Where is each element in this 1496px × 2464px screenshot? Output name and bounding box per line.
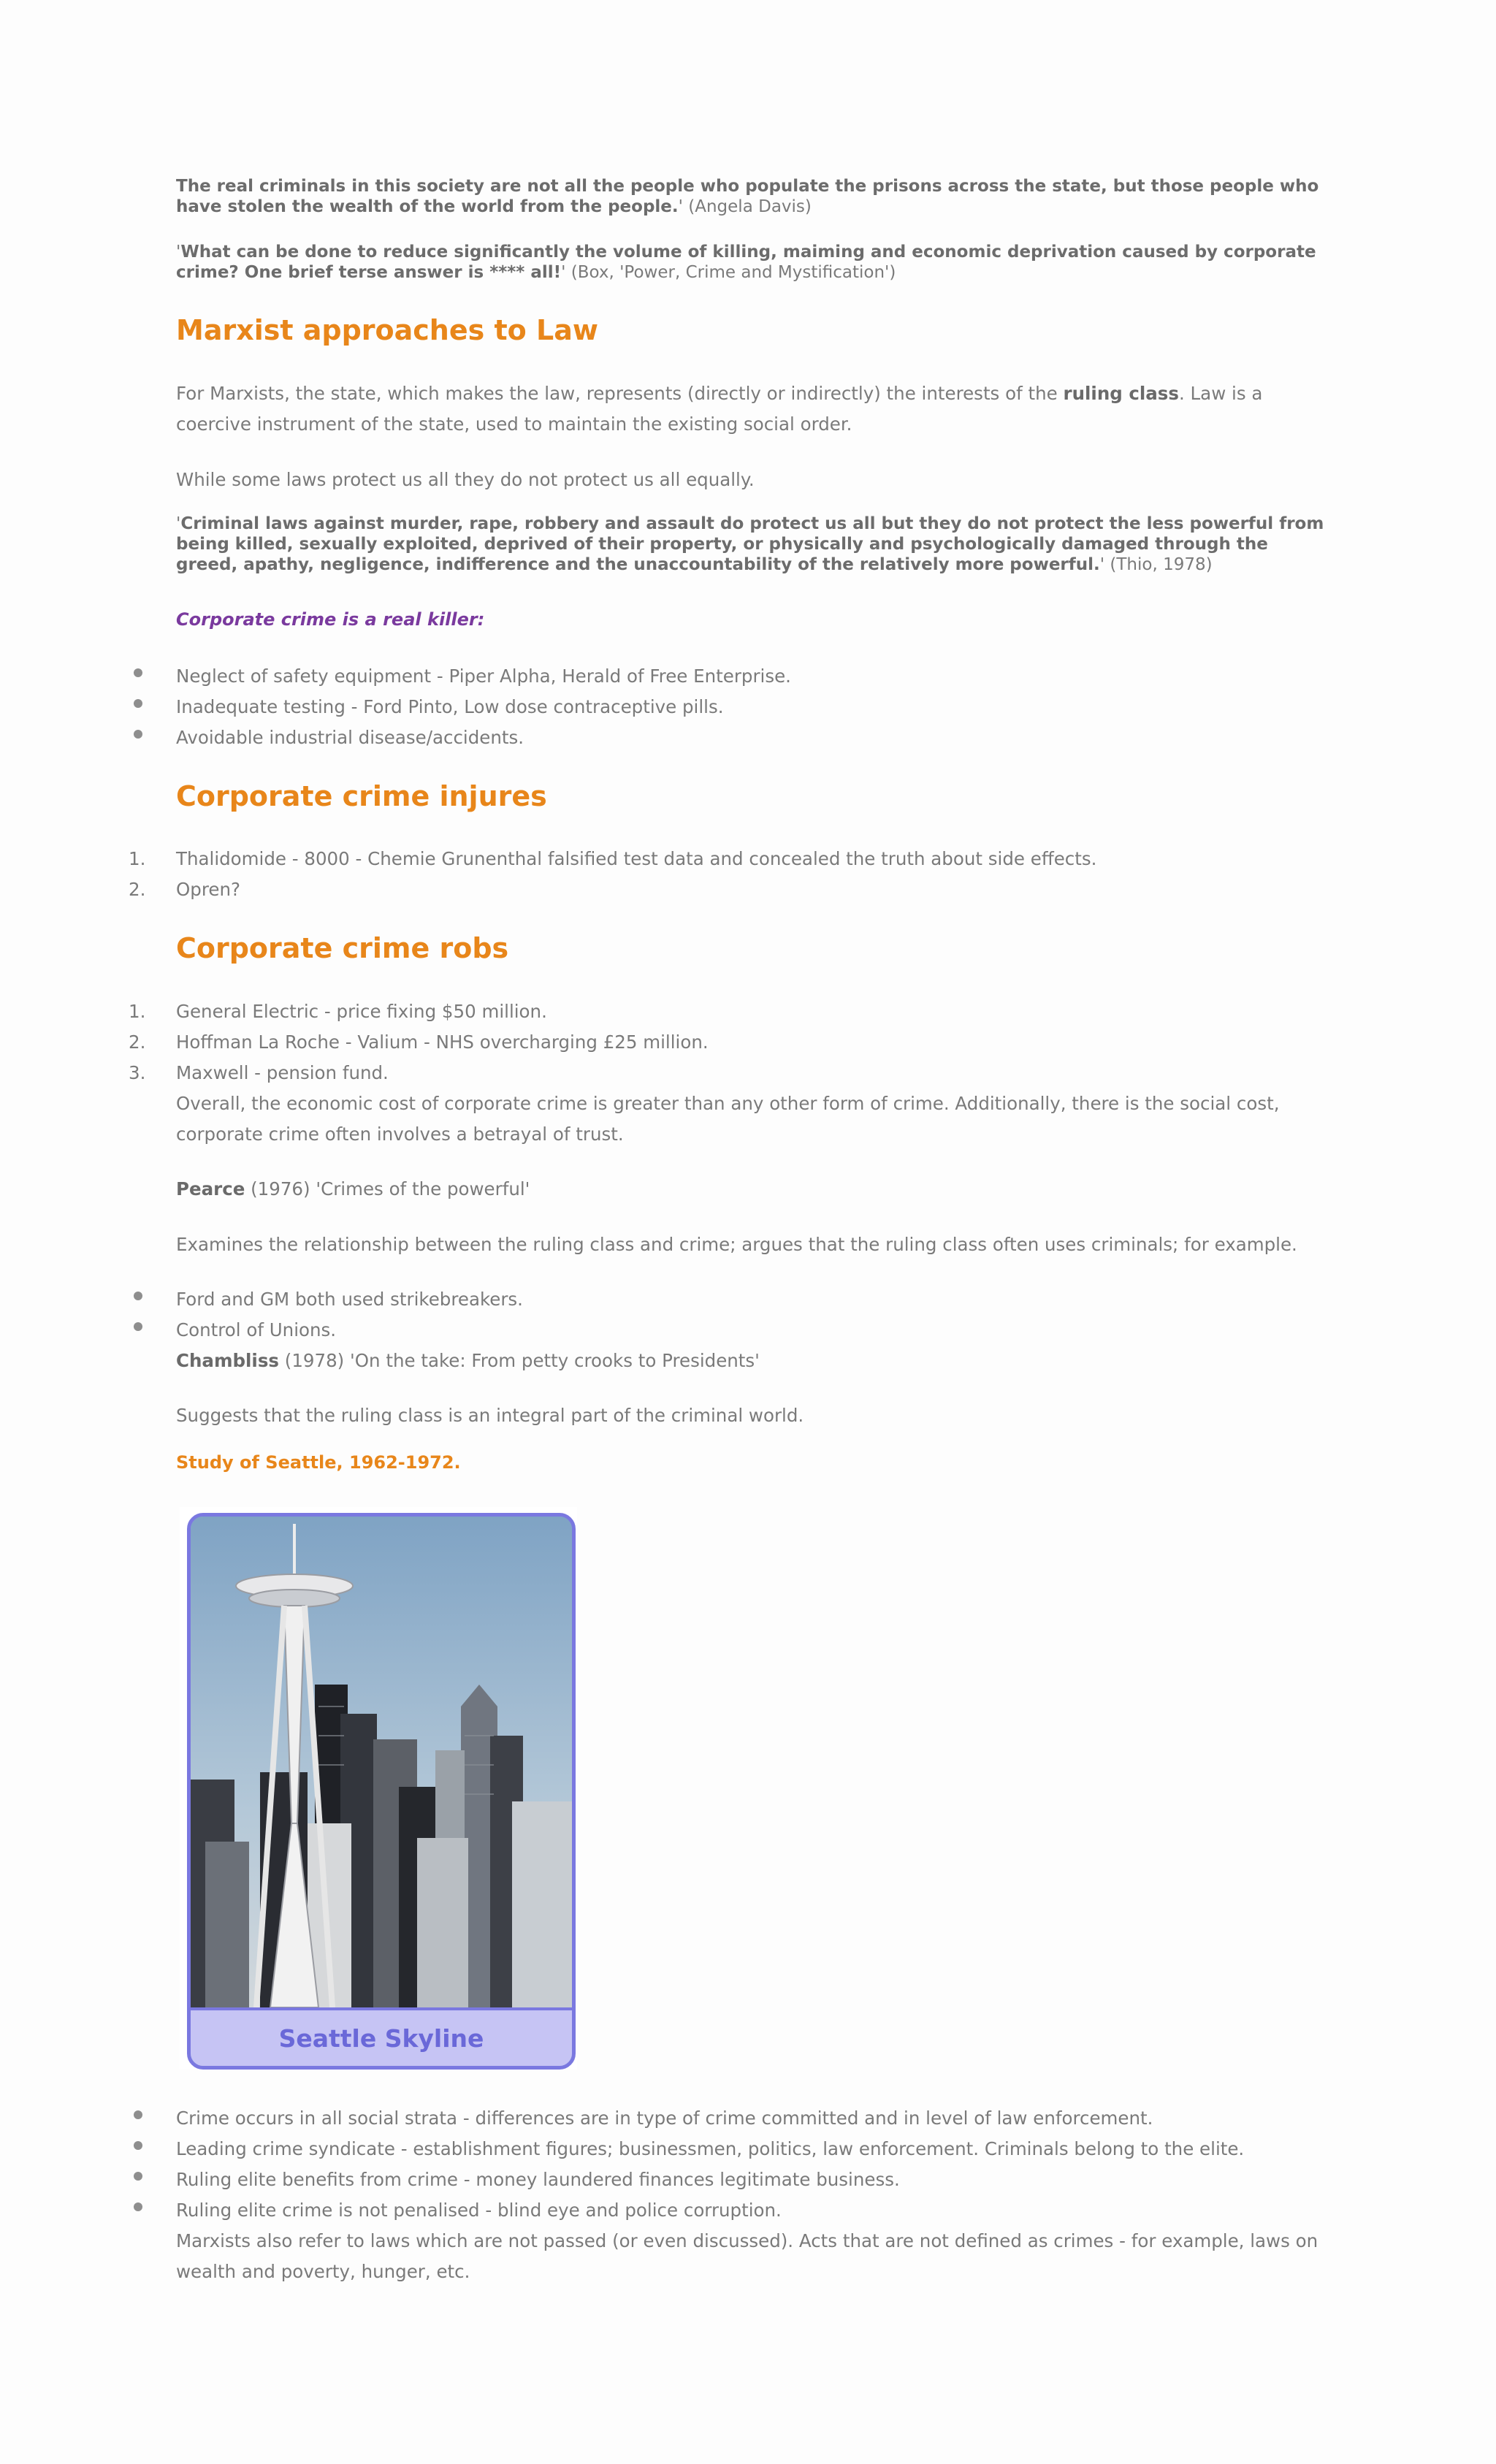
author-name: Chambliss — [176, 1350, 279, 1371]
seattle-skyline-image — [180, 1507, 577, 2070]
list-item: Avoidable industrial disease/accidents. — [176, 727, 524, 748]
list-item: Maxwell - pension fund. — [176, 1062, 389, 1083]
list-item: Hoffman La Roche - Valium - NHS overcharging £25 million. — [176, 1031, 709, 1053]
quote-thio — [176, 514, 1330, 575]
text: For Marxists, the state, which makes the law, represents (directly or indirectly) the interests of the — [176, 383, 1064, 404]
reference-title: (1978) 'On the take: From petty crooks to Presidents' — [278, 1350, 760, 1371]
list-item: Ruling elite crime is not penalised - blind eye and police corruption. — [176, 2200, 782, 2221]
quote-attribution: ' (Thio, 1978) — [1099, 555, 1213, 574]
list-item: Opren? — [176, 879, 240, 900]
heading-corporate-crime-injures: Corporate crime injures — [176, 780, 547, 812]
list-number: 1. — [129, 1001, 146, 1022]
list-number: 2. — [129, 879, 146, 900]
bullet-icon — [134, 1292, 142, 1300]
paragraph-chambliss-desc: Suggests that the ruling class is an integral part of the criminal world. — [176, 1405, 804, 1426]
list-item: Ruling elite benefits from crime - money laundered finances legitimate business. — [176, 2169, 900, 2190]
reference-title: (1976) 'Crimes of the powerful' — [245, 1178, 530, 1199]
bullet-icon — [134, 2202, 142, 2211]
heading-marxist-approaches: Marxist approaches to Law — [176, 314, 598, 346]
list-item: Crime occurs in all social strata - differences are in type of crime committed and in level of law enforcement. — [176, 2108, 1153, 2129]
list-number: 3. — [129, 1062, 146, 1083]
image-caption: Seattle Skyline — [191, 2007, 572, 2066]
heading-corporate-crime-robs: Corporate crime robs — [176, 932, 509, 964]
bullet-icon — [134, 699, 142, 708]
bullet-icon — [134, 2110, 142, 2119]
text: . Law is a coercive instrument of the state, used to maintain the existing social order. — [176, 383, 1263, 435]
quote-text: The real criminals in this society are not all the people who populate the prisons across the state, but those people who have stolen the wealth of the world from the people. — [176, 177, 1319, 216]
image-frame — [187, 1513, 576, 2070]
bullet-icon — [134, 1322, 142, 1331]
skyline-illustration — [191, 1517, 572, 2007]
list-item: Control of Unions. — [176, 1319, 337, 1340]
list-number: 2. — [129, 1031, 146, 1053]
quote-attribution: ' (Box, 'Power, Crime and Mystification') — [561, 263, 896, 282]
bullet-icon — [134, 2141, 142, 2150]
paragraph-marxist-state — [176, 378, 1330, 440]
bullet-icon — [134, 730, 142, 739]
list-item: Thalidomide - 8000 - Chemie Grunenthal falsified test data and concealed the truth about side effects. — [176, 848, 1097, 869]
bullet-icon — [134, 668, 142, 677]
quote-box — [176, 242, 1330, 283]
ruling-class-term: ruling class — [1063, 383, 1179, 404]
author-name: Pearce — [176, 1178, 245, 1199]
subheading-seattle-study: Study of Seattle, 1962-1972. — [176, 1452, 461, 1473]
paragraph-pearce-desc: Examines the relationship between the ruling class and crime; argues that the ruling class often uses criminals; for example. — [176, 1234, 1297, 1255]
quote-open: ' — [176, 514, 181, 533]
list-item: Ford and GM both used strikebreakers. — [176, 1289, 523, 1310]
list-number: 1. — [129, 848, 146, 869]
reference-chambliss — [176, 1346, 1330, 1376]
subheading-real-killer: Corporate crime is a real killer: — [176, 609, 485, 630]
list-item: Inadequate testing - Ford Pinto, Low dose contraceptive pills. — [176, 696, 724, 717]
quote-angela-davis — [176, 176, 1330, 217]
paragraph-laws-protect: While some laws protect us all they do not protect us all equally. — [176, 469, 755, 490]
quote-open: ' — [176, 243, 181, 262]
paragraph-overall-cost: Overall, the economic cost of corporate crime is greater than any other form of crime. Additionally, there is the social cost, corporate crime often involves a betrayal of trust. — [176, 1093, 1280, 1145]
quote-text: What can be done to reduce significantly the volume of killing, maiming and economic deprivation caused by corporate crime? One brief terse answer is **** all! — [176, 243, 1316, 282]
quote-attribution: ' (Angela Davis) — [678, 197, 812, 216]
list-item: General Electric - price fixing $50 million. — [176, 1001, 547, 1022]
quote-text: Criminal laws against murder, rape, robbery and assault do protect us all but they do not protect the less powerful from being killed, sexually exploited, deprived of their property, or physically and psychologically damaged through the greed, apathy, negligence, indifference and the unaccountability of the relatively more powerful. — [176, 514, 1324, 574]
bullet-icon — [134, 2172, 142, 2181]
list-item: Leading crime syndicate - establishment figures; businessmen, politics, law enforcement. Criminals belong to the elite. — [176, 2138, 1245, 2159]
paragraph-closing: Marxists also refer to laws which are not passed (or even discussed). Acts that are not defined as crimes - for example, laws on wealth and poverty, hunger, etc. — [176, 2230, 1318, 2282]
list-item: Neglect of safety equipment - Piper Alpha, Herald of Free Enterprise. — [176, 665, 791, 687]
reference-pearce — [176, 1174, 1330, 1205]
